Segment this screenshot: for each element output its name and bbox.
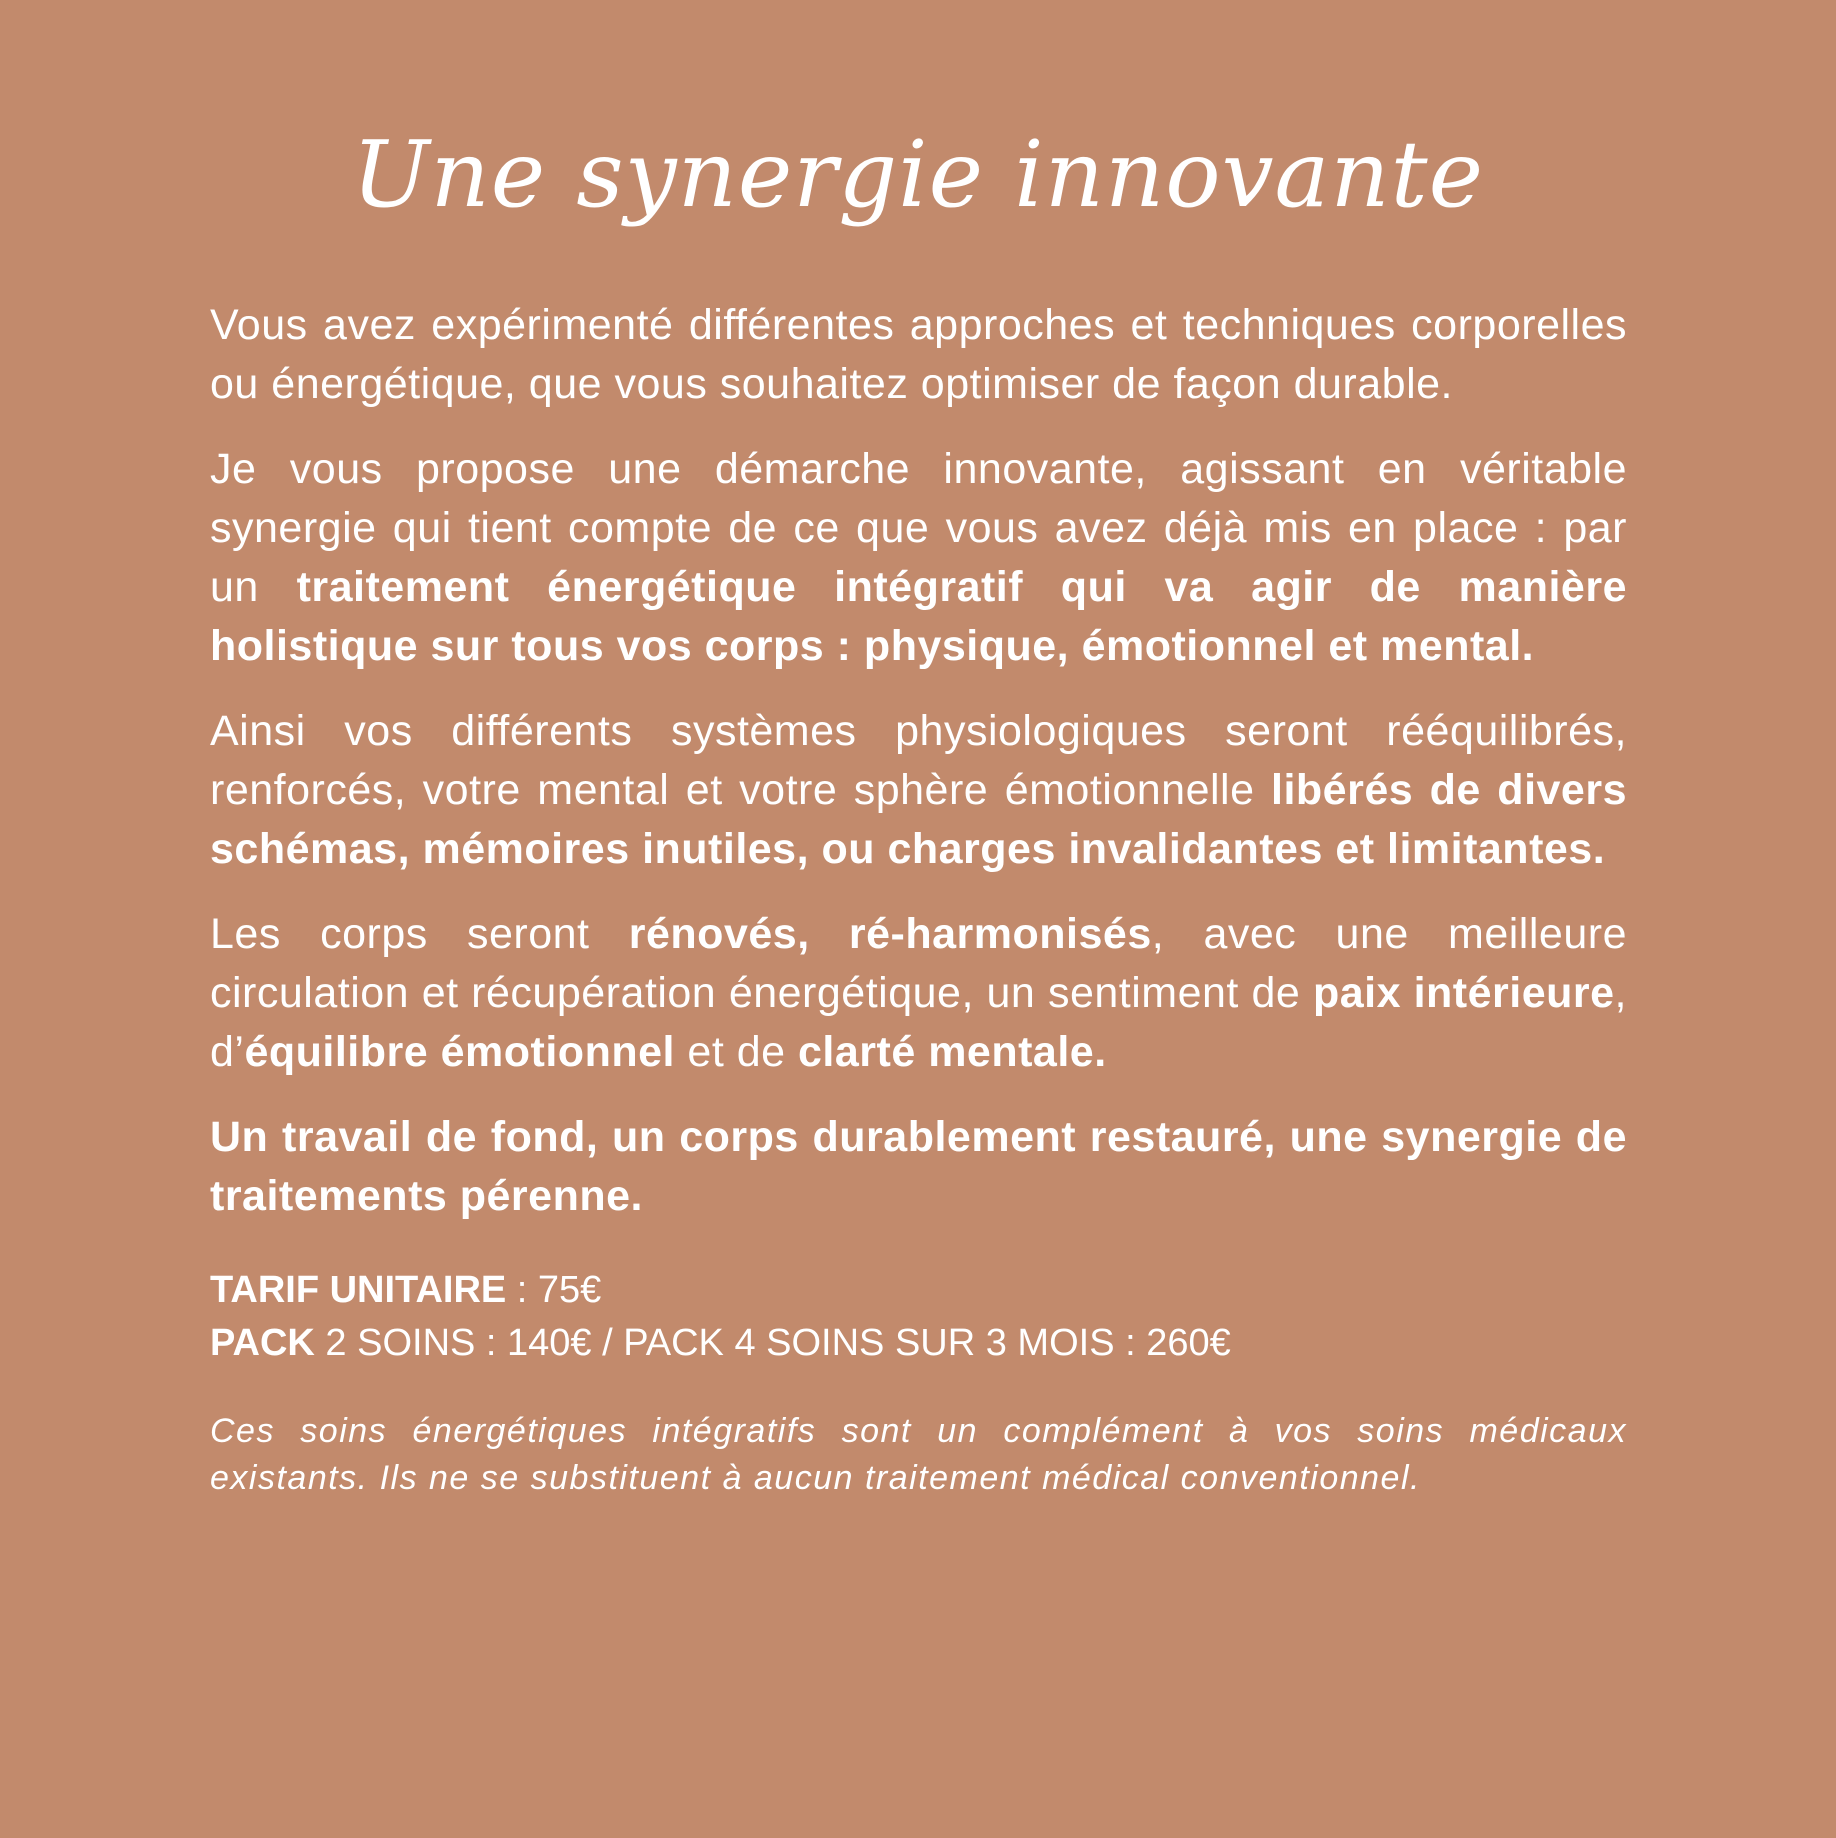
results-text-3: , d’	[210, 969, 1627, 1076]
paragraph-benefits	[210, 702, 1627, 879]
paragraph-summary-text: Un travail de fond, un corps durablement restauré, une synergie de traitements pérenne.	[210, 1113, 1627, 1220]
paragraph-benefits-bold: libérés de divers schémas, mémoires inutiles, ou charges invalidantes et limitantes.	[210, 766, 1627, 873]
pricing-unit-label: TARIF UNITAIRE	[210, 1269, 507, 1311]
pricing-pack	[210, 1317, 1627, 1370]
paragraph-summary	[210, 1108, 1627, 1226]
disclaimer: Ces soins énergétiques intégratifs sont un complément à vos soins médicaux existants. Ils ne se substituent à aucun traitement médical conventionnel.	[210, 1412, 1627, 1497]
pricing-block	[210, 1264, 1627, 1370]
paragraph-proposal-text: Je vous propose une démarche innovante, agissant en véritable synergie qui tient compte de ce que vous avez déjà mis en place : par un	[210, 445, 1627, 611]
pricing-unit	[210, 1264, 1627, 1317]
paragraph-intro-text: Vous avez expérimenté différentes approches et techniques corporelles ou énergétique, que vous souhaitez optimiser de façon durable.	[210, 301, 1627, 408]
pricing-unit-value: : 75€	[506, 1269, 602, 1311]
pricing-pack-value: 2 SOINS : 140€ / PACK 4 SOINS SUR 3 MOIS : 260€	[314, 1322, 1231, 1364]
paragraph-benefits-text: Ainsi vos différents systèmes physiologiques seront rééquilibrés, renforcés, votre mental et votre sphère émotionnelle	[210, 707, 1627, 814]
main-content	[210, 296, 1627, 1502]
pricing-pack-label: PACK	[210, 1322, 315, 1364]
paragraph-results	[210, 905, 1627, 1082]
paragraph-proposal	[210, 440, 1627, 676]
results-bold-1: rénovés, ré-harmonisés	[628, 910, 1152, 958]
results-bold-2: paix intérieure	[1312, 969, 1615, 1017]
paragraph-intro	[210, 296, 1627, 414]
results-text-4: et de	[674, 1028, 798, 1076]
page-title: Une synergie innovante	[351, 121, 1485, 228]
results-text-2: , avec une meilleure circulation et récupération énergétique, un sentiment de	[210, 910, 1627, 1017]
results-text-1: Les corps seront	[210, 910, 629, 958]
paragraph-proposal-bold: traitement énergétique intégratif qui va agir de manière holistique sur tous vos corps : physique, émotionnel et mental.	[210, 563, 1627, 670]
results-bold-3: équilibre émotionnel	[244, 1028, 675, 1076]
results-bold-4: clarté mentale.	[798, 1028, 1107, 1076]
